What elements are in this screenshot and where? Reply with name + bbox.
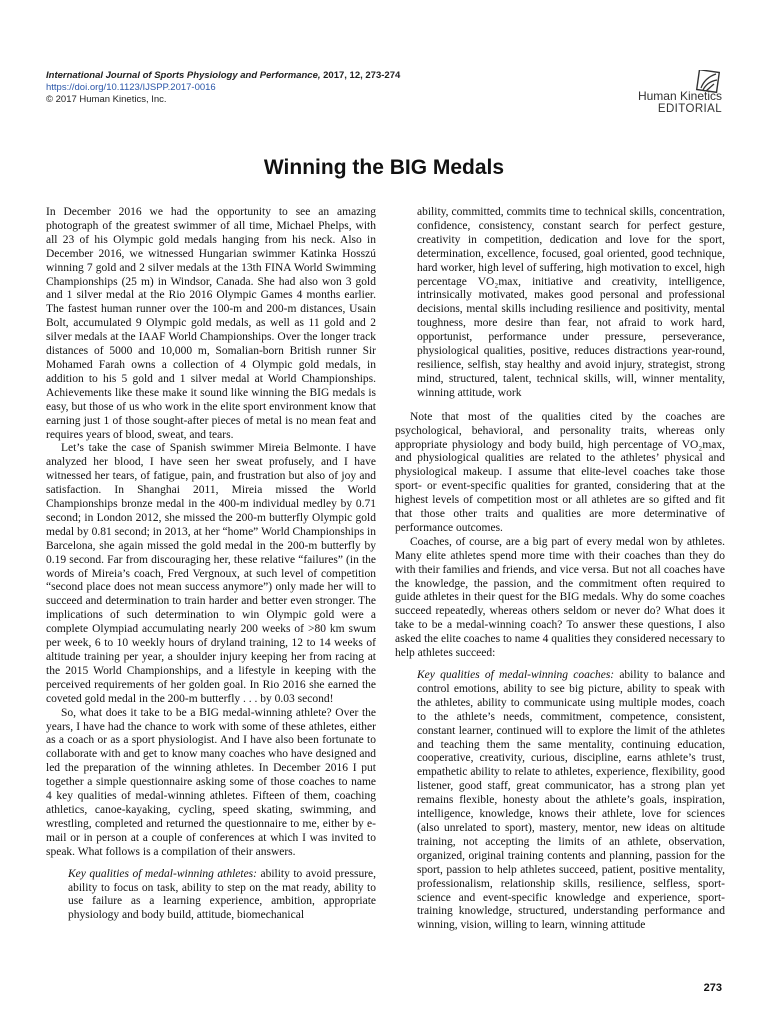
doi-link[interactable]: https://doi.org/10.1123/IJSPP.2017-0016 (46, 82, 216, 93)
human-kinetics-logo-icon (694, 70, 720, 100)
journal-header (46, 70, 400, 106)
paragraph-psychological-traits: Note that most of the qualities cited by the coaches are psychological, behavioral, and personality traits, whereas only appropriate physiology and body build, high percentage of VO₂max, and physiological qualities are related to the athletes’ physical and physiological makeup. I assume that elite-level coaches take those sport- or event-specific qualities for granted, considering that at the highest levels of competition most or all athletes are so gifted and fit that those other traits and qualities are more determinative of performance outcomes. (395, 410, 725, 534)
journal-name: International Journal of Sports Physiology and Performance, (46, 70, 321, 81)
paragraph-intro: In December 2016 we had the opportunity to see an amazing photograph of the greatest swimmer of all time, Michael Phelps, with all 23 of his Olympic gold medals hanging from his neck. Also in December 2016, we witnessed Hungarian swimmer Katinka Hosszú winning 7 gold and 2 silver medals at the 13th FINA World Swimming Championships (25 m) in Windsor, Canada. She had also won 3 gold and 1 silver medal at the Rio 2016 Olympic Games 4 months earlier. The fastest human runner over the 100-m and 200-m distances, Usain Bolt, accumulated 9 Olympic gold medals, as well as 11 gold and 2 silver medals at the IAAF World Championships. Over the longer track distances of 5000 and 10,000 m, Somalian-born British runner Sir Mohamed Farah owns a collection of 4 Olympic gold medals, in addition to his 5 gold and 1 silver medal at World Championships. Achievements like these make it sound like winning the BIG medals is easy, but those of us who work in the elite sport environment know that earning just 1 of those sought-after pieces of metal is no mean feat and requires years of blood, sweat, and tears. (46, 206, 376, 441)
publisher-block (638, 72, 722, 115)
publisher-name: Human Kinetics (637, 89, 722, 103)
right-column (395, 206, 725, 933)
article-title: Winning the BIG Medals (263, 156, 505, 179)
coach-qualities-text: ability to balance and control emotions, ability to see big picture, ability to speak with the athletes, ability to communicate using multiple modes, coach to the athlete’s needs, commitment, competence, consistent, constant learner, continued will to explore the limit of the athletes and teaching them the same mentality, continuing education, cooperative, creativity, curious, discipline, earns athlete’s trust, empathetic ability to relate to athletes, experience, flexibility, good listener, good staff, great communicator, has a strong plan yet remains flexible, honesty about the athlete’s goals, inspiration, intelligence, knowledge, knows their athlete, love for sciences (also unrelated to sport), mastery, mentor, new ideas on altitude training, not accepting the limits of an athlete, observation, organized, original training contents and planning, passion for the sport, passion to help athletes succeed, patient, positive mentality, professionalism, relationship skills, resilience, selfless, sport-science and event-specific knowledge and experience, sport-training knowledge, structured, understanding performance and winning, vision, willing to learn, winning attitude (417, 669, 725, 932)
athlete-qualities-continued: ability, committed, commits time to technical skills, concentration, confidence, consistency, constant search for perfect gesture, creativity in competition, dedication and love for the sport, determination, excellence, focused, goal oriented, good technique, hard worker, high level of suffering, high motivation to excel, high percentage VO₂max, initiative and creativity, intelligence, intrinsically motivated, makes good personal and professional decisions, mental skills including resilience and positivity, mental toughness, more desire than fear, not afraid to work hard, opportunist, performance under pressure, perseverance, physiological qualities, positive, reduces distractions year-round, resilience, selfish, stay healthy and avoid injury, strategist, strong mind, structured, talent, technical skills, will, winner mentality, winning attitude, work (417, 206, 725, 399)
athlete-qualities-text-start: ability to avoid pressure, ability to focus on task, ability to step on the mat ready, ability to use failure as a learning experience, ambition, appropriate physiology and body build, attitude, biomechanical (68, 867, 377, 922)
page-number: 273 (703, 982, 722, 994)
left-column (46, 206, 376, 923)
journal-citation (46, 70, 400, 82)
athlete-qualities-list (46, 868, 376, 924)
coach-qualities-heading: Key qualities of medal-winning coaches: (417, 669, 615, 681)
copyright-line: © 2017 Human Kinetics, Inc. (46, 94, 167, 105)
paragraph-belmonte: Let’s take the case of Spanish swimmer Mireia Belmonte. I have analyzed her blood, I have seen her sweat profusely, and I have witnessed her tears, of fatigue, pain, and frustration but also of joy and satisfaction. In Shanghai 2011, Mireia missed the World Championships bronze medal in the 400-m individual medley by 0.71 second; in London 2012, she missed the 200-m butterfly Olympic gold medal by 0.81 second; in 2013, at her “home” World Championships in Barcelona, she again missed the gold medal in the 200-m butterfly by 0.19 second. Far from discouraging her, these relative “failures” (in the words of Mireia’s coach, Fred Vergnoux, at such level of competition “second place does not mean success anymore”) only made her will to succeed and determination to train harder and better even stronger. The implications of such determination to win Olympic gold were a complete Olympiad accumulating nearly 200 weeks of >80 km swum per week, 6 to 10 weekly hours of dryland training, 12 to 14 weeks of altitude training per year, a shoulder injury keeping her from racing at the 2015 World Championships, and a lifestyle in keeping with the perceived requirements of her golden goal. In Rio 2016 she earned the coveted gold medal in the 200-m butterfly . . . by 0.03 second! (46, 442, 376, 705)
athlete-qualities-heading: Key qualities of medal-winning athletes: (68, 867, 257, 880)
paragraph-questionnaire: So, what does it take to be a BIG medal-winning athlete? Over the years, I have had the chance to work with some of these athletes, either as a coach or as a sport physiologist. And I have also been fortunate to collaborate with and get to know many coaches who have designed and led the preparation of the winning athletes. In December 2016 I put together a simple questionnaire asking some of those coaches to name 4 key qualities of medal-winning athletes. Fifteen of them, coaching athletics, canoe-kayaking, cycling, speed skating, swimming, and wrestling, completed and returned the questionnaire to me, either by e-mail or in person at a couple of conferences at which I was invited to speak. What follows is a compilation of their answers. (46, 706, 376, 858)
article-type-label: EDITORIAL (657, 103, 722, 115)
journal-volume-pages: 2017, 12, 273-274 (320, 70, 401, 81)
coach-qualities-list (395, 669, 725, 933)
paragraph-coaches: Coaches, of course, are a big part of every medal won by athletes. Many elite athletes spend more time with their coaches than they do with their families and friends, and vice versa. But not all coaches have the knowledge, the passion, and the commitment often required to guide athletes in their quest for the BIG medals. Why do some coaches succeed repeatedly, whereas others seldom or never do? What does it take to be a medal-winning coach? To answer these questions, I also asked the elite coaches to name 4 qualities they considered necessary to help athletes succeed: (395, 535, 725, 660)
